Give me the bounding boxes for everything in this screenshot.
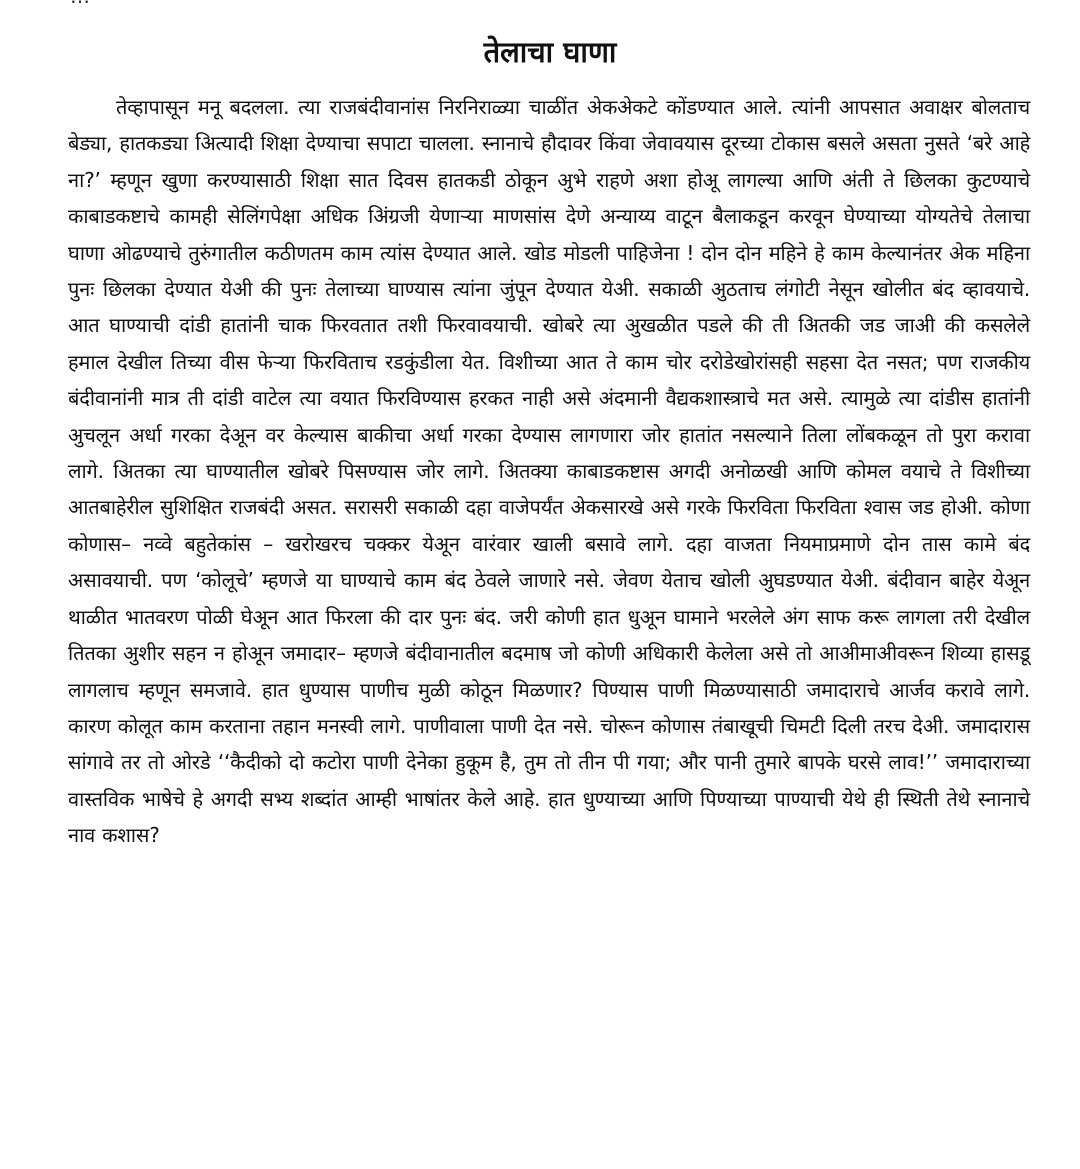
cut-off-previous-line	[70, 0, 90, 6]
page-title: तेलाचा घाणा	[483, 35, 617, 69]
body-paragraph: तेव्हापासून मनू बदलला. त्या राजबंदीवानांस निरनिराळ्या चाळींत अेकअेकटे कोंडण्यात आले. त्यांनी आपसात अवाक्षर बोलताच बेड्या, हातकड्या अित्यादी शिक्षा देण्याचा सपाटा चालला. स्नानाचे हौदावर किंवा जेवावयास दूरच्या टोकास बसले असता नुसते ‘बरे आहे ना?’ म्हणून खुणा करण्यासाठी शिक्षा सात दिवस हातकडी ठोकून अुभे राहणे अशा होअू लागल्या आणि अंती ते छिलका कुटण्याचे काबाडकष्टाचे कामही सेलिंगपेक्षा अधिक अिंग्रजी येणाऱ्या माणसांस देणे अन्याय्य वाटून बैलाकडून करवून घेण्याच्या योग्यतेचे तेलाचा घाणा ओढण्याचे तुरुंगातील कठीणतम काम त्यांस देण्यात आले. खोड मोडली पाहिजेना ! दोन दोन महिने हे काम केल्यानंतर अेक महिना पुनः छिलका देण्यात येअी की पुनः तेलाच्या घाण्यास त्यांना जुंपून देण्यात येअी. सकाळी अुठताच लंगोटी नेसून खोलीत बंद व्हावयाचे. आत घाण्याची दांडी हातांनी चाक फिरवतात तशी फिरवावयाची. खोबरे त्या अुखळीत पडले की ती अितकी जड जाअी की कसलेले हमाल देखील तिच्या वीस फेऱ्या फिरविताच रडकुंडीला येत. विशीच्या आत ते काम चोर दरोडेखोरांसही सहसा देत नसत; पण राजकीय बंदीवानांनी मात्र ती दांडी वाटेल त्या वयात फिरविण्यास हरकत नाही असे अंदमानी वैद्यकशास्त्राचे मत असे. त्यामुळे त्या दांडीस हातांनी अुचलून अर्धा गरका देअून वर केल्यास बाकीचा अर्धा गरका देण्यास लागणारा जोर हातांत नसल्याने तिला लोंबकळून तो पुरा करावा लागे. अितका त्या घाण्यातील खोबरे पिसण्यास जोर लागे. अितक्या काबाडकष्टास अगदी अनोळखी आणि कोमल वयाचे ते विशीच्या आतबाहेरील सुशिक्षित राजबंदी असत. सरासरी सकाळी दहा वाजेपर्यंत अेकसारखे असे गरके फिरविता फिरविता श्वास जड होअी. कोणा कोणास– नव्वे बहुतेकांस – खरोखरच चक्कर येअून वारंवार खाली बसावे लागे. दहा वाजता नियमाप्रमाणे दोन तास कामे बंद असावयाची. पण ‘कोलूचे’ म्हणजे या घाण्याचे काम बंद ठेवले जाणारे नसे. जेवण येताच खोली अुघडण्यात येअी. बंदीवान बाहेर येअून थाळीत भातवरण पोळी घेअून आत फिरला की दार पुनः बंद. जरी कोणी हात धुअून घामाने भरलेले अंग साफ करू लागला तरी देखील तितका अुशीर सहन न होअून जमादार– म्हणजे बंदीवानातील बदमाष जो कोणी अधिकारी केलेला असे तो आअीमाअीवरून शिव्या हासडू लागलाच म्हणून समजावे. हात धुण्यास पाणीच मुळी कोठून मिळणार? पिण्यास पाणी मिळण्यासाठी जमादाराचे आर्जव करावे लागे. कारण कोलूत काम करताना तहान मनस्वी लागे. पाणीवाला पाणी देत नसे. चोरून कोणास तंबाखूची चिमटी दिली तरच देअी. जमादारास सांगावे तर तो ओरडे ‘‘कैदीको दो कटोरा पाणी देनेका हुकूम है, तुम तो तीन पी गया; और पानी तुमारे बापके घरसे लाव!’’ जमादाराच्या वास्तविक भाषेचे हे अगदी सभ्य शब्दांत आम्ही भाषांतर केले आहे. हात धुण्याच्या आणि पिण्याच्या पाण्याची येथे ही स्थिती तेथे स्नानाचे नाव कशास?	[68, 95, 1030, 848]
